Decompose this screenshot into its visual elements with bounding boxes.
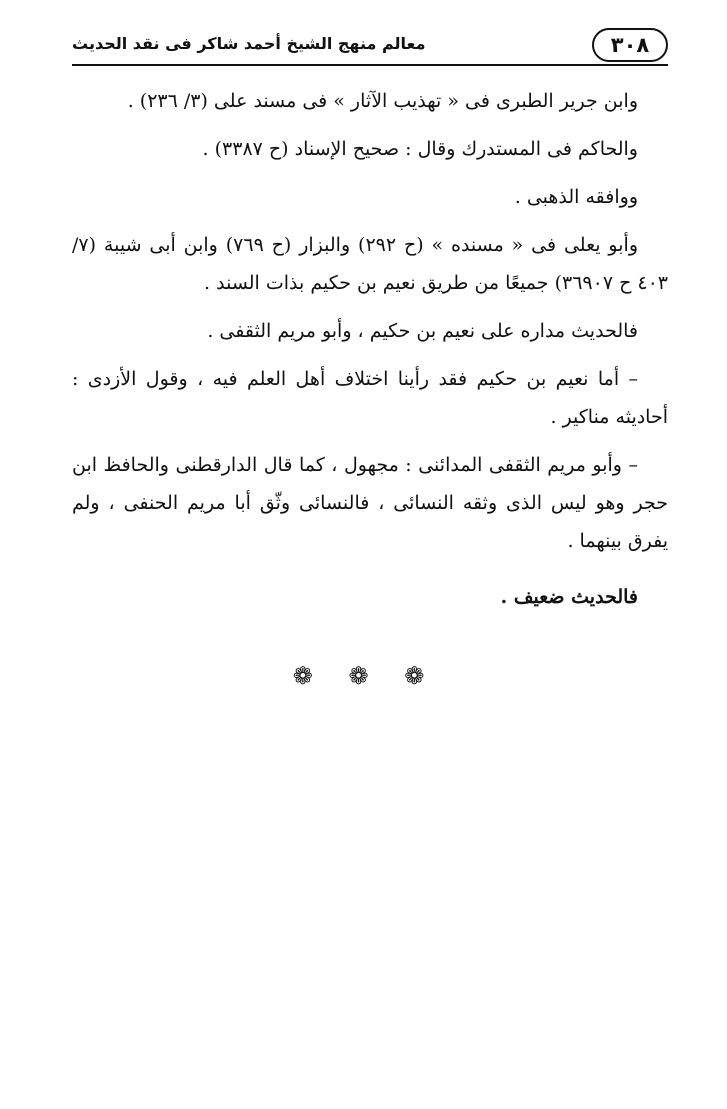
flower-ornament-icon: ❁: [404, 662, 435, 690]
paragraph-hakim: والحاكم فى المستدرك وقال : صحيح الإسناد (ح ٣٣٨٧) .: [202, 138, 638, 160]
section-ornament: [0, 662, 727, 690]
flower-ornament-icon: ❁: [348, 662, 379, 690]
page-number-text: ٣٠٨: [610, 33, 650, 57]
flower-ornament-icon: ❁: [292, 662, 323, 690]
paragraph-madar: فالحديث مداره على نعيم بن حكيم ، وأبو مريم الثقفى .: [207, 320, 638, 342]
paragraph-tabari: وابن جرير الطبرى فى « تهذيب الآثار » فى مسند على (٣/ ٢٣٦) .: [127, 90, 638, 112]
body-text: [72, 82, 668, 616]
paragraph-dhahabi: ووافقه الذهبى .: [514, 186, 638, 208]
paragraph-abu-yala: وأبو يعلى فى « مسنده » (ح ٢٩٢) والبزار (ح ٧٦٩) وابن أبى شيبة (٧/ ٤٠٣ ح ٣٦٩٠٧) جميعًا من طريق نعيم بن حكيم بذات السند .: [72, 234, 668, 294]
paragraph-verdict: فالحديث ضعيف .: [500, 586, 638, 608]
header-rule: [72, 64, 668, 66]
running-title: معالم منهج الشيخ أحمد شاكر فى نقد الحديث: [72, 34, 426, 53]
page-number: [592, 28, 668, 62]
running-header: [72, 26, 668, 64]
paragraph-nuaym: – أما نعيم بن حكيم فقد رأينا اختلاف أهل العلم فيه ، وقول الأزدى : أحاديثه مناكير .: [72, 368, 668, 428]
paragraph-abu-maryam: – وأبو مريم الثقفى المدائنى : مجهول ، كما قال الدارقطنى والحافظ ابن حجر وهو ليس الذى وثقه النسائى ، فالنسائى وثّق أبا مريم الحنفى ، ولم يفرق بينهما .: [72, 454, 668, 552]
